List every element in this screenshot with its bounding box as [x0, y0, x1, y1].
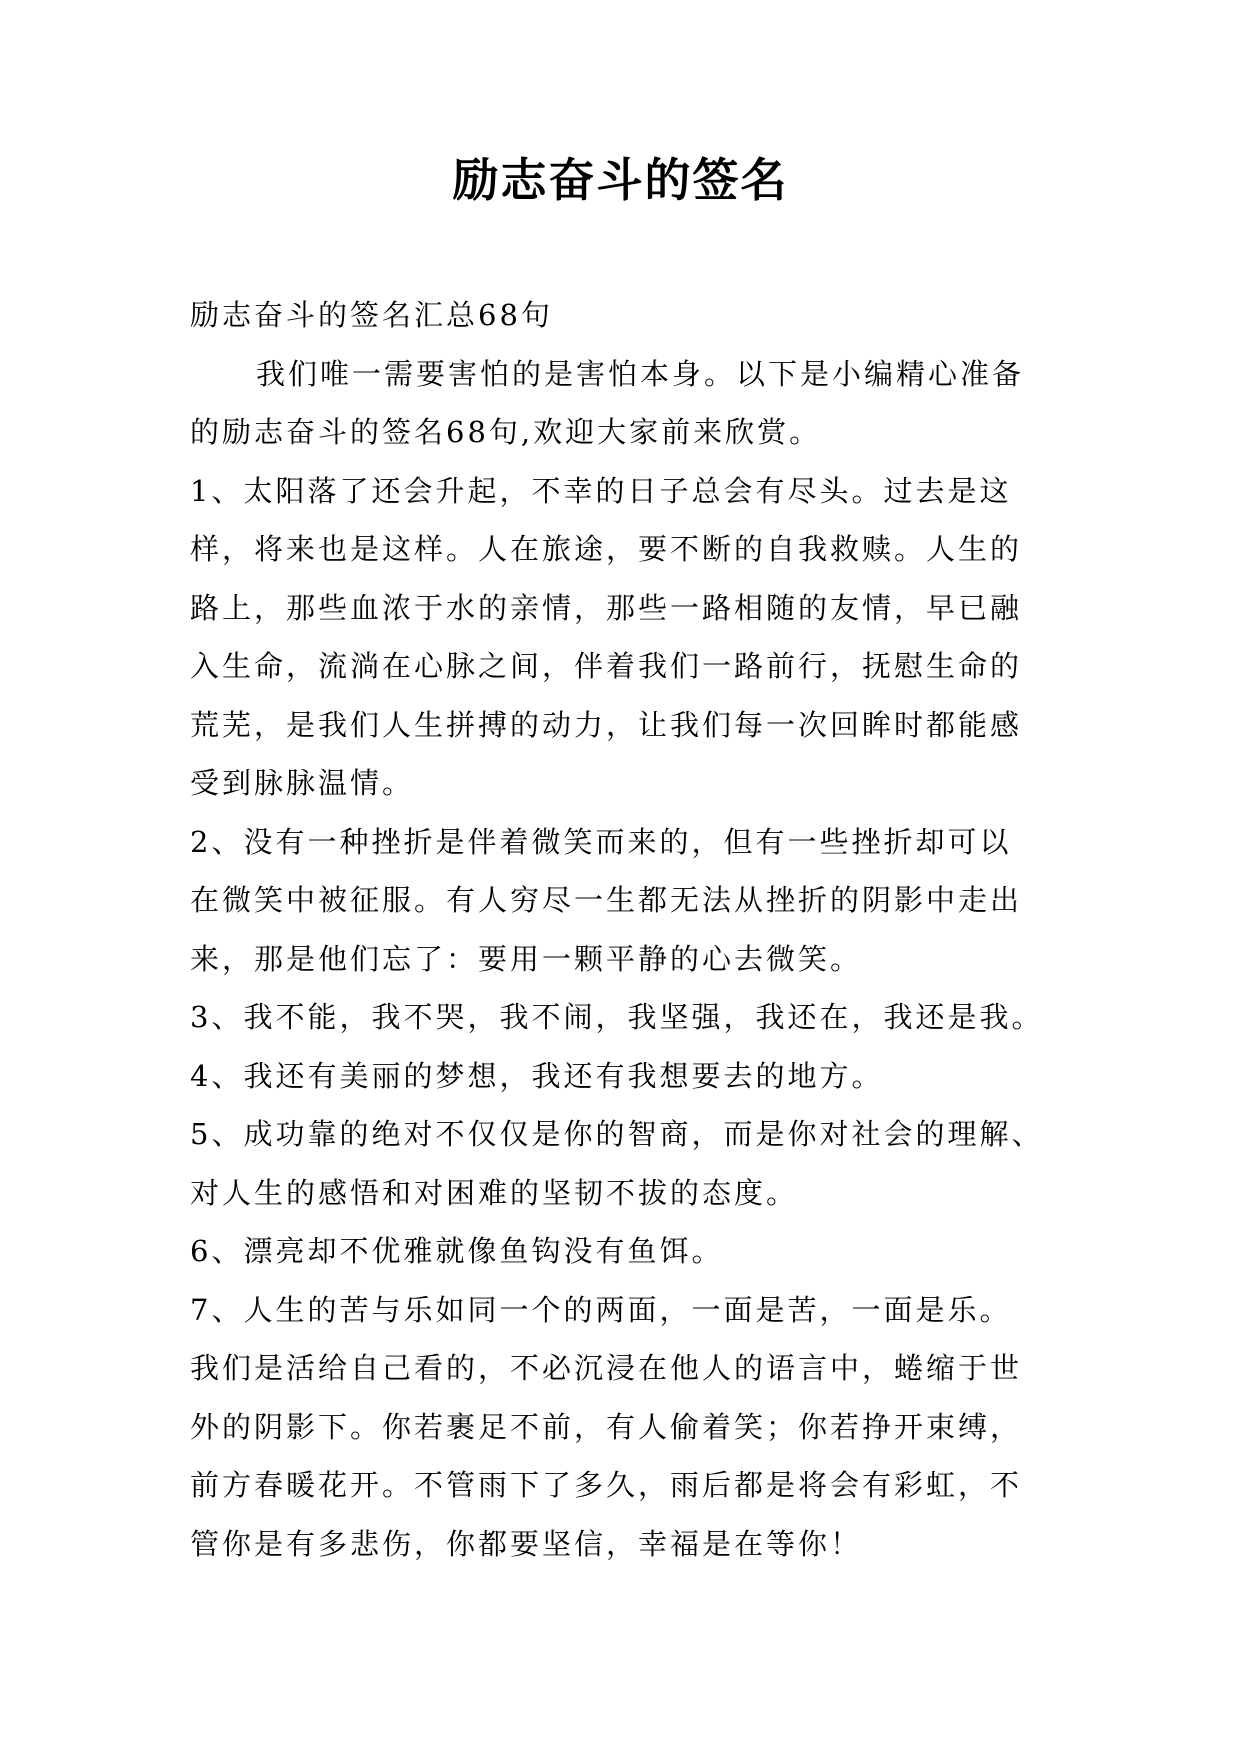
- text-line: 我们是活给自己看的，不必沉浸在他人的语言中，蜷缩于世: [190, 1351, 1023, 1385]
- text-line: 5、成功靠的绝对不仅仅是你的智商，而是你对社会的理解、: [190, 1117, 1044, 1151]
- text-line: 2、没有一种挫折是伴着微笑而来的，但有一些挫折却可以: [190, 824, 1012, 859]
- text-line: 荒芜，是我们人生拼搏的动力，让我们每一次回眸时都能感: [190, 707, 1023, 742]
- text-line: 3、我不能，我不哭，我不闹，我坚强，我还在，我还是我。: [190, 1000, 1044, 1034]
- text-line: 前方春暖花开。不管雨下了多久，雨后都是将会有彩虹，不: [190, 1468, 1023, 1502]
- intro-line-2: 的励志奋斗的签名68句,欢迎大家前来欣赏。: [190, 415, 822, 449]
- text-line: 入生命，流淌在心脉之间，伴着我们一路前行，抚慰生命的: [190, 649, 1023, 683]
- text-line: 6、漂亮却不优雅就像鱼钩没有鱼饵。: [190, 1234, 724, 1268]
- text-line: 7、人生的苦与乐如同一个的两面，一面是苦，一面是乐。: [190, 1292, 1012, 1327]
- text-line: 外的阴影下。你若裹足不前，有人偷着笑；你若挣开束缚，: [190, 1409, 1023, 1444]
- text-line: 受到脉脉温情。: [190, 766, 415, 800]
- document-body: [190, 286, 1070, 1573]
- text-line: 4、我还有美丽的梦想，我还有我想要去的地方。: [190, 1058, 884, 1093]
- intro-line-1: 我们唯一需要害怕的是害怕本身。以下是小编精心准备: [256, 356, 1025, 391]
- subtitle-line: 励志奋斗的签名汇总68句: [190, 298, 553, 332]
- document-title: 励志奋斗的签名: [452, 153, 789, 207]
- text-line: 在微笑中被征服。有人穷尽一生都无法从挫折的阴影中走出: [190, 883, 1023, 917]
- text-line: 来，那是他们忘了：要用一颗平静的心去微笑。: [190, 941, 863, 976]
- text-line: 对人生的感悟和对困难的坚韧不拔的态度。: [190, 1175, 799, 1210]
- text-line: 路上，那些血浓于水的亲情，那些一路相随的友情，早已融: [190, 590, 1023, 625]
- text-line: 管你是有多悲伤，你都要坚信，幸福是在等你！: [190, 1526, 863, 1561]
- text-line: 样，将来也是这样。人在旅途，要不断的自我救赎。人生的: [190, 532, 1023, 566]
- text-line: 1、太阳落了还会升起，不幸的日子总会有尽头。过去是这: [190, 473, 1012, 508]
